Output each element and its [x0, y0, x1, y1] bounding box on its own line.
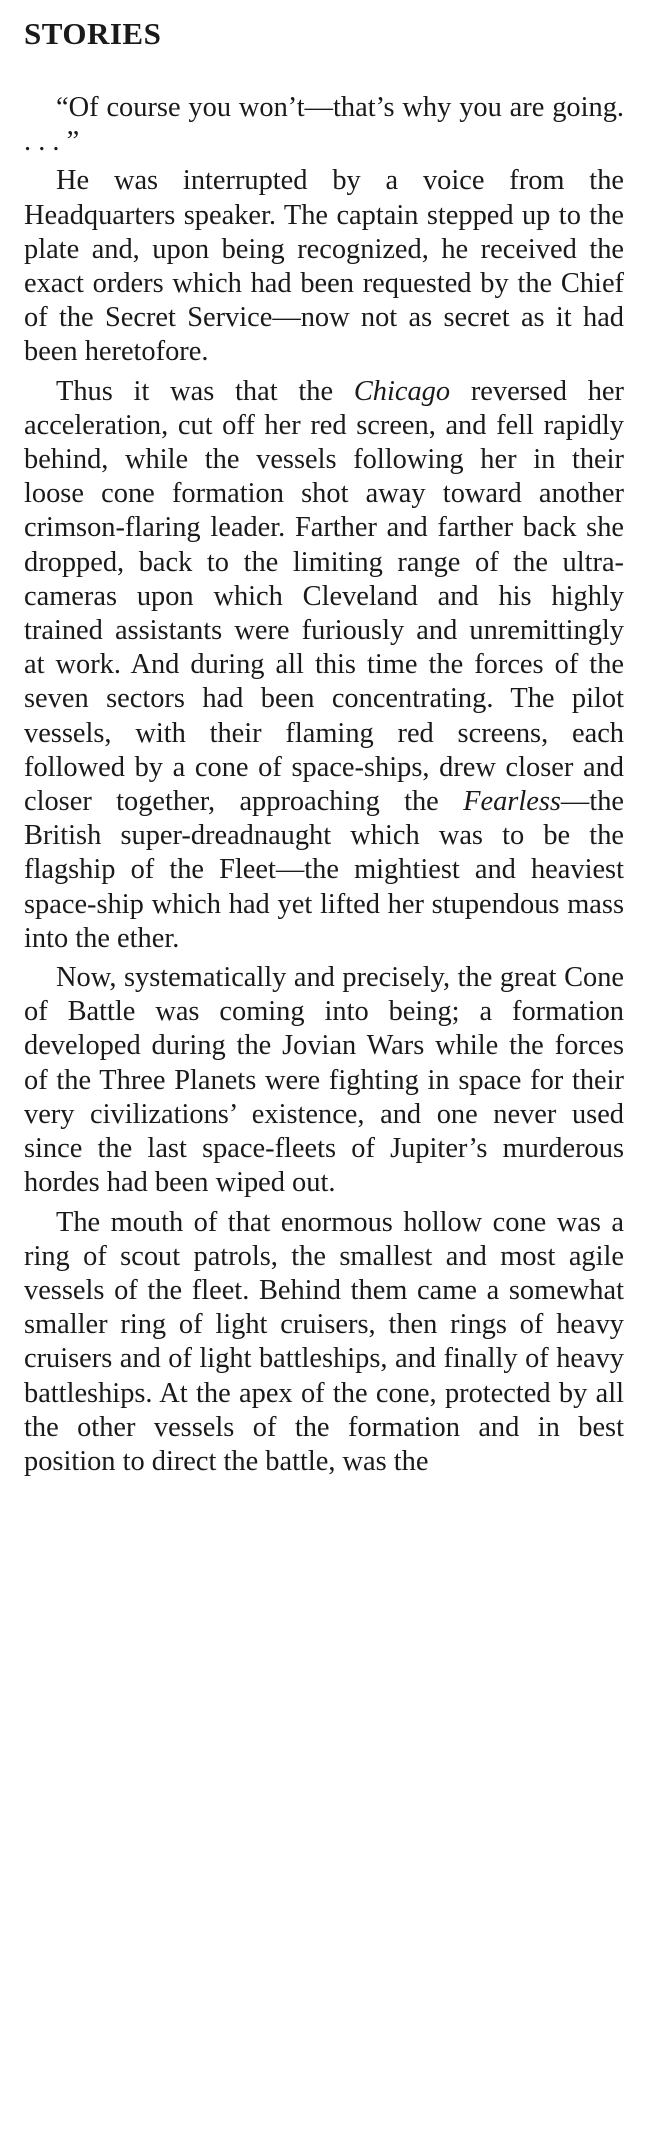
italic-ship-name: Fearless [463, 786, 561, 818]
running-header: STORIES [24, 16, 162, 51]
text-segment: Thus it was that the [56, 375, 354, 407]
text-segment: The mouth of that enormous hollow cone was a ring of scout patrols, the smallest and most agile vessels of the fleet. Behind them came a somewhat smaller ring of light cruisers, then rings of heavy cruisers and of light battleships, and finally of heavy battleships. At the apex of the cone, protected by all the other vessels of the formation and in best position to direct the battle, was the [24, 1206, 624, 1477]
document-page [24, 18, 624, 1484]
text-segment: Now, systematically and precisely, the great Cone of Battle was coming into being; a formation developed during the Jovian Wars while the forces of the Three Planets were fighting in space for their very civilizations’ existence, and one never used since the last space-fleets of Jupiter’s murderous hordes had been wiped out. [24, 962, 624, 1199]
text-segment: “Of course you won’t—that’s why you are going. . . . ” [24, 92, 624, 158]
paragraph [24, 91, 624, 159]
text-segment: —the British super-dreadnaught which was to be the flagship of the Fleet—the mightiest and heaviest space-ship which had yet lifted her stupendous mass into the ether. [24, 786, 624, 954]
paragraph [24, 164, 624, 369]
text-segment: reversed her acceleration, cut off her red screen, and fell rapidly behind, while the vessels following her in their loose cone formation shot away toward another crimson-flaring leader. Farther and farther back she dropped, back to the limiting range of the ultra-cameras upon which Cleveland and his highly trained assistants were furiously and unremittingly at work. And during all this time the forces of the seven sectors had been concentrating. The pilot vessels, with their flaming red screens, each followed by a cone of space-ships, drew closer and closer together, approaching the [24, 375, 624, 818]
paragraph [24, 1206, 624, 1480]
italic-ship-name: Chicago [353, 375, 451, 407]
paragraph [24, 961, 624, 1200]
paragraph [24, 375, 624, 956]
story-body [24, 91, 624, 1479]
text-segment: He was interrupted by a voice from the Headquarters speaker. The captain stepped up to the plate and, upon being recognized, he received the exact orders which had been requested by the Chief of the Secret Service—now not as secret as it had been heretofore. [24, 165, 624, 368]
